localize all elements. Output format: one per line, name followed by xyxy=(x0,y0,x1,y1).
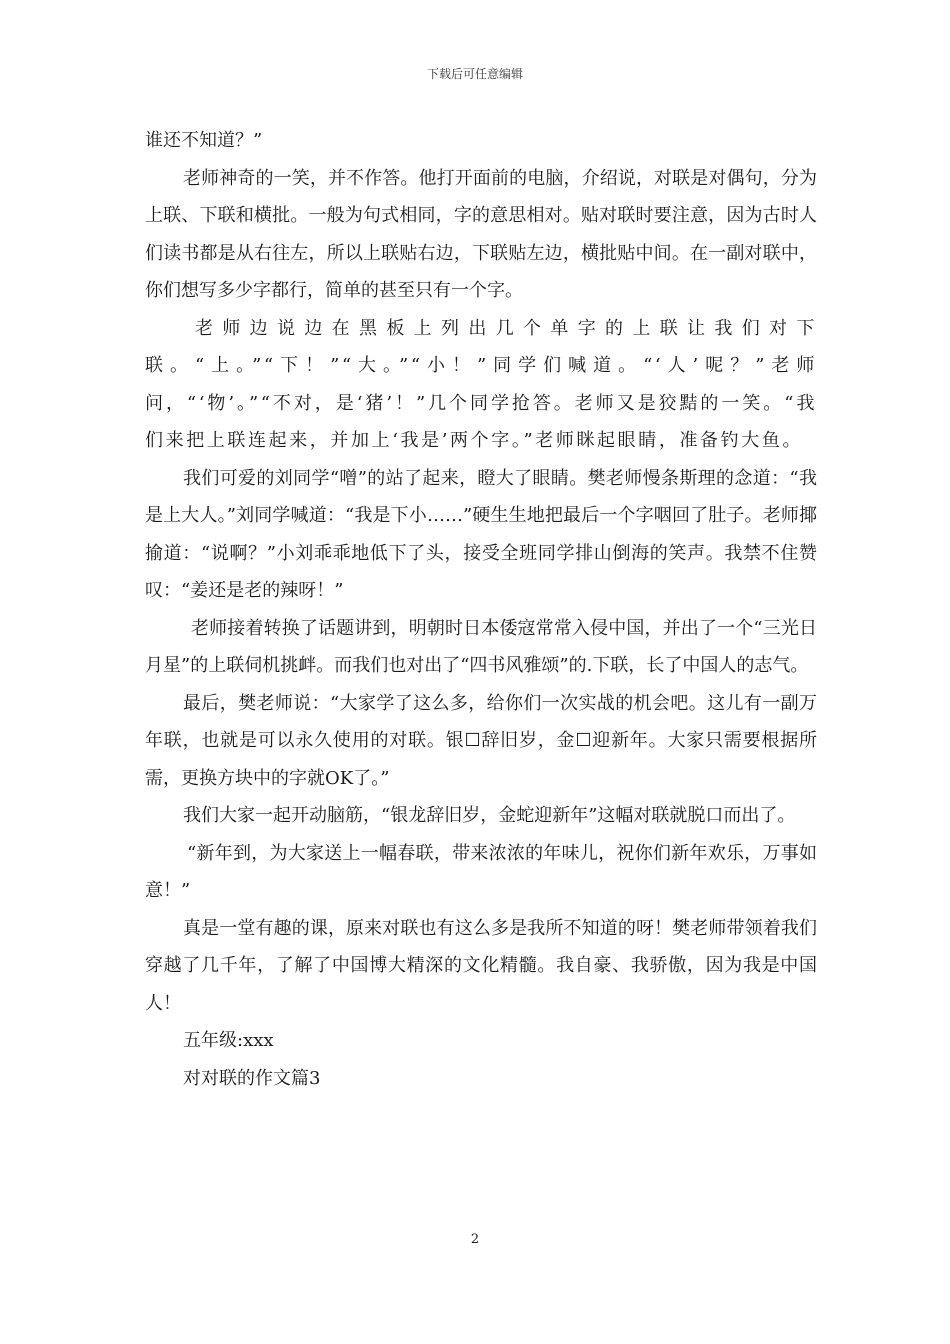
paragraph-5: 老师接着转换了话题讲到，明朝时日本倭寇常常入侵中国，并出了一个“三光日月星”的上联伺机挑衅。而我们也对出了“四书风雅颂”的.下联，长了中国人的志气。 xyxy=(145,617,817,676)
page-header: 下载后可任意编辑 xyxy=(426,67,523,81)
paragraph-2: 老师神奇的一笑，并不作答。他打开面前的电脑，介绍说，对联是对偶句，分为上联、下联和横批。一般为句式相同，字的意思相对。贴对联时要注意，因为古时人们读书都是从右往左，所以上联贴右边，下联贴左边，横批贴中间。在一副对联中，你们想写多少字都行，简单的甚至只有一个字。 xyxy=(145,167,817,301)
section-title: 对对联的作文篇3 xyxy=(183,1067,321,1089)
page-number: 2 xyxy=(470,1232,480,1247)
paragraph-7: 我们大家一起开动脑筋，“银龙辞旧岁，金蛇迎新年”这幅对联就脱口而出了。 xyxy=(183,805,796,826)
paragraph-4: 我们可爱的刘同学“噌”的站了起来，瞪大了眼睛。樊老师慢条斯理的念道：“我是上大人。”刘同学喊道：“我是下小……”硬生生地把最后一个字咽回了肚子。老师揶揄道：“说啊？”小刘乖乖地低下了头，接受全班同学排山倒海的笑声。我禁不住赞叹：“姜还是老的辣呀！” xyxy=(145,467,817,601)
paragraph-3: 老师边说边在黑板上列出几个单字的上联让我们对下联。“上。”“下！”“大。”“小！”同学们喊道。“‘人’呢？”老师问，“‘物’。”“不对，是‘猪’！”几个同学抢答。老师又是狡黠的一笑。“我们来把上联连起来，并加上‘我是’两个字。”老师眯起眼睛，准备钓大鱼。 xyxy=(145,317,817,451)
paragraph-8: “新年到，为大家送上一幅春联，带来浓浓的年味儿，祝你们新年欢乐，万事如意！” xyxy=(145,842,817,901)
paragraph-6: 最后，樊老师说：“大家学了这么多，给你们一次实战的机会吧。这儿有一副万年联，也就是可以永久使用的对联。银☐辞旧岁，金☐迎新年。大家只需要根据所需，更换方块中的字就OK了。” xyxy=(145,692,817,789)
author-line: 五年级:xxx xyxy=(183,1030,274,1051)
document-body xyxy=(145,122,817,1097)
paragraph-9: 真是一堂有趣的课，原来对联也有这么多是我所不知道的呀！樊老师带领着我们穿越了几千年，了解了中国博大精深的文化精髓。我自豪、我骄傲，因为我是中国人！ xyxy=(145,917,817,1014)
paragraph-1: 谁还不知道？” xyxy=(145,130,263,151)
